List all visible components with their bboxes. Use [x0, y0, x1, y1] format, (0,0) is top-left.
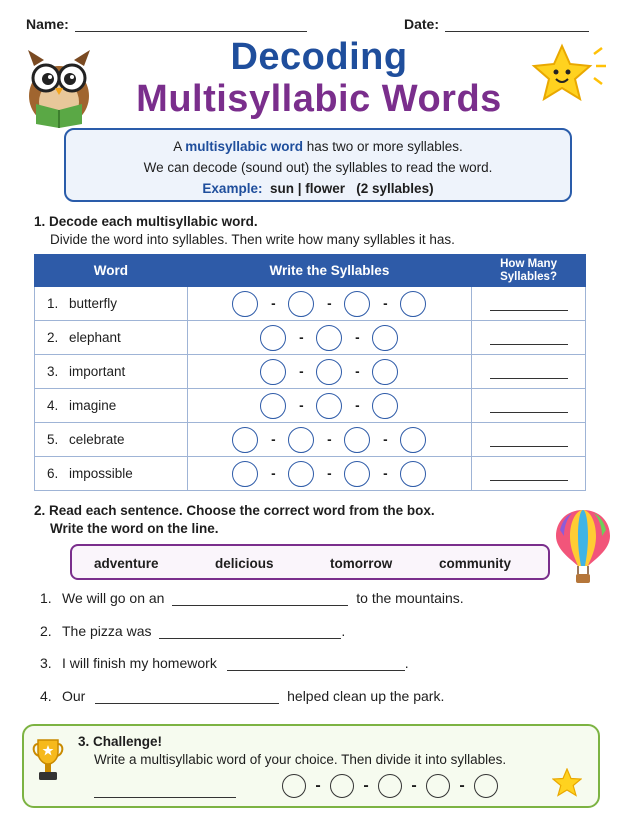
col-syllables: Write the Syllables: [187, 255, 471, 287]
syllable-dash: -: [315, 777, 321, 794]
syllable-circle[interactable]: [288, 427, 314, 453]
date-line[interactable]: [445, 18, 589, 32]
row-word: butterfly: [69, 296, 118, 311]
sentence-1: 1. We will go on an to the mountains.: [40, 590, 464, 606]
challenge-box: [22, 724, 600, 808]
section-1-instruction: Divide the word into syllables. Then write how many syllables it has.: [50, 232, 455, 247]
syllable-dash: -: [271, 296, 276, 311]
challenge-heading: 3. Challenge!: [78, 734, 163, 749]
row-number: 2.: [47, 330, 59, 345]
word-bank-box: [70, 544, 550, 580]
syllable-circle[interactable]: [400, 461, 426, 487]
syllable-circle[interactable]: [260, 359, 286, 385]
col-word: Word: [35, 255, 188, 287]
syllable-dash: -: [327, 432, 332, 447]
answer-line[interactable]: [95, 688, 279, 704]
syllable-circle[interactable]: [372, 359, 398, 385]
syllable-dash: -: [383, 432, 388, 447]
date-field: [404, 16, 589, 32]
syllable-dash: -: [271, 432, 276, 447]
word-bank-item: delicious: [215, 556, 274, 571]
hot-air-balloon-icon: [554, 508, 612, 584]
answer-line[interactable]: [172, 590, 348, 606]
syllable-circle[interactable]: [288, 291, 314, 317]
syllable-circle[interactable]: [316, 393, 342, 419]
syllable-circle[interactable]: [260, 325, 286, 351]
col-count: How Many Syllables?: [472, 255, 586, 287]
answer-line[interactable]: [227, 655, 405, 671]
syllable-circle[interactable]: [316, 325, 342, 351]
syllable-dash: -: [271, 466, 276, 481]
table-row: [35, 287, 586, 321]
syllable-circle[interactable]: [372, 325, 398, 351]
syllable-circle[interactable]: [400, 427, 426, 453]
section-2-heading: 2. Read each sentence. Choose the correct word from the box. Write the word on the line.: [34, 503, 435, 536]
row-word: celebrate: [69, 432, 125, 447]
row-number: 6.: [47, 466, 59, 481]
syllable-circle[interactable]: [282, 774, 306, 798]
syllable-circle[interactable]: [260, 393, 286, 419]
trophy-icon: [30, 736, 66, 786]
row-word: important: [69, 364, 126, 379]
syllable-circle[interactable]: [232, 461, 258, 487]
syllable-dash: -: [383, 296, 388, 311]
count-answer-line[interactable]: [490, 361, 568, 379]
syllable-dash: -: [355, 398, 360, 413]
row-number: 3.: [47, 364, 59, 379]
answer-line[interactable]: [159, 623, 341, 639]
section-1-heading: 1. Decode each multisyllabic word. Divide the word into syllables. Then write how many syllables it has.: [34, 214, 455, 247]
intro-line-1: A multisyllabic word has two or more syllables.: [173, 139, 463, 154]
count-answer-line[interactable]: [490, 395, 568, 413]
smiling-star-icon: [528, 42, 610, 108]
sentence-3: 3. I will finish my homework .: [40, 655, 409, 671]
sentence-2: 2. The pizza was .: [40, 623, 346, 639]
name-label: Name:: [26, 16, 69, 32]
table-row: [35, 321, 586, 355]
syllable-circle[interactable]: [316, 359, 342, 385]
syllable-dash: -: [327, 296, 332, 311]
challenge-syllable-circles: [282, 774, 498, 798]
star-icon: [552, 768, 582, 798]
sentence-4: 4. Our helped clean up the park.: [40, 688, 445, 704]
challenge-instruction: Write a multisyllabic word of your choice. Then divide it into syllables.: [94, 752, 507, 767]
table-row: [35, 389, 586, 423]
intro-term: multisyllabic word: [185, 139, 303, 154]
row-word: imagine: [69, 398, 117, 413]
count-answer-line[interactable]: [490, 463, 568, 481]
syllable-dash: -: [355, 364, 360, 379]
table-row: [35, 423, 586, 457]
row-word: impossible: [69, 466, 133, 481]
intro-example: Example: sun | flower (2 syllables): [202, 181, 434, 196]
table-row: [35, 457, 586, 491]
syllable-circle[interactable]: [344, 461, 370, 487]
syllable-circle[interactable]: [400, 291, 426, 317]
syllable-dash: -: [459, 777, 465, 794]
syllable-circle[interactable]: [344, 291, 370, 317]
count-answer-line[interactable]: [490, 293, 568, 311]
syllable-dash: -: [299, 330, 304, 345]
header: [26, 16, 612, 38]
syllable-circle[interactable]: [372, 393, 398, 419]
syllable-dash: -: [411, 777, 417, 794]
syllable-dash: -: [299, 398, 304, 413]
row-number: 4.: [47, 398, 59, 413]
syllable-circle[interactable]: [378, 774, 402, 798]
word-bank-item: community: [439, 556, 512, 571]
row-word: elephant: [69, 330, 121, 345]
challenge-answer-line[interactable]: [94, 782, 236, 798]
date-label: Date:: [404, 16, 440, 32]
syllable-circle[interactable]: [330, 774, 354, 798]
name-line[interactable]: [75, 18, 307, 32]
intro-line-2: We can decode (sound out) the syllables to read the word.: [143, 160, 493, 175]
syllable-table: [34, 254, 586, 491]
row-number: 1.: [47, 296, 59, 311]
table-row: [35, 355, 586, 389]
syllable-dash: -: [327, 466, 332, 481]
row-number: 5.: [47, 432, 59, 447]
syllable-circle[interactable]: [288, 461, 314, 487]
syllable-circle[interactable]: [474, 774, 498, 798]
syllable-circle[interactable]: [344, 427, 370, 453]
count-answer-line[interactable]: [490, 327, 568, 345]
word-bank-item: adventure: [94, 556, 159, 571]
table-header-row: [35, 255, 586, 287]
syllable-circle[interactable]: [426, 774, 450, 798]
syllable-dash: -: [383, 466, 388, 481]
intro-box: [64, 128, 572, 202]
count-answer-line[interactable]: [490, 429, 568, 447]
title-line-1: Decoding: [230, 36, 408, 78]
syllable-dash: -: [363, 777, 369, 794]
title-line-2: Multisyllabic Words: [136, 78, 502, 120]
name-field: [26, 16, 307, 32]
syllable-circle[interactable]: [232, 291, 258, 317]
syllable-dash: -: [355, 330, 360, 345]
syllable-dash: -: [299, 364, 304, 379]
word-bank-item: tomorrow: [330, 556, 393, 571]
syllable-circle[interactable]: [232, 427, 258, 453]
